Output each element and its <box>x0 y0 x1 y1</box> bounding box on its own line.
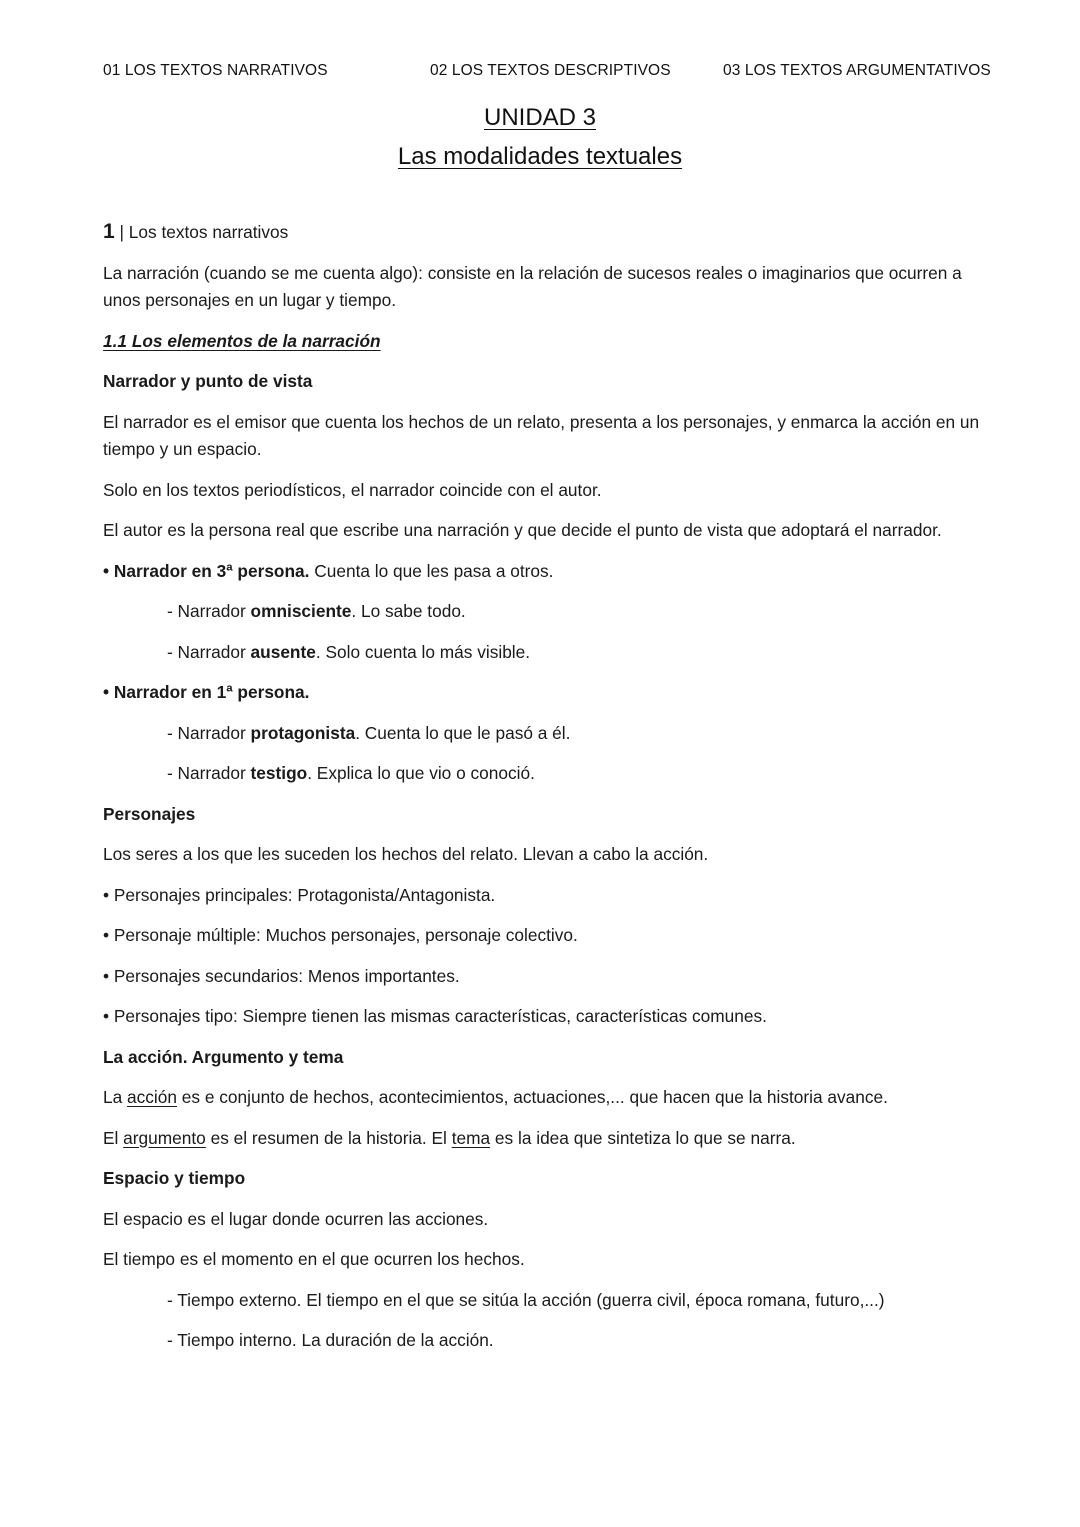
sub-item-term: testigo <box>250 763 308 783</box>
sub-item-term: ausente <box>250 641 316 662</box>
underlined-term: acción <box>127 1087 177 1107</box>
bullet-mark: • <box>103 560 114 581</box>
tiempo-externo: - Tiempo externo. El tiempo en el que se sitúa la acción (guerra civil, época romana, futuro,...) <box>167 1289 885 1310</box>
accion-line-1 <box>103 1084 983 1112</box>
personajes-heading: Personajes <box>103 803 196 824</box>
sub-item-desc: . Lo sabe todo. <box>351 601 466 621</box>
third-person-label: Narrador en 3ª persona. <box>113 560 310 581</box>
accion-heading: La acción. Argumento y tema <box>103 1046 344 1067</box>
page-header <box>0 62 1080 86</box>
sub-item-term: protagonista <box>250 722 356 743</box>
sub-item-prefix: - Narrador <box>167 641 251 662</box>
espacio-paragraph: El espacio es el lugar donde ocurren las acciones. <box>103 1208 489 1229</box>
tiempo-paragraph: El tiempo es el momento en el que ocurren los hechos. <box>103 1249 525 1269</box>
underlined-term: tema <box>451 1127 491 1148</box>
unit-subtitle: Las modalidades textuales <box>397 143 683 170</box>
section-heading <box>103 218 983 247</box>
bullet-third-person <box>103 558 983 586</box>
section-title: Los textos narrativos <box>128 222 289 242</box>
sub-item-prefix: - Narrador <box>167 601 251 621</box>
text-run: es e conjunto de hechos, acontecimientos, actuaciones,... que hacen que la historia avance. <box>177 1087 888 1107</box>
sub-item-omnisciente <box>103 598 983 626</box>
sub-item-desc: . Cuenta lo que le pasó a él. <box>355 722 571 743</box>
sub-item-testigo <box>103 760 983 788</box>
unit-title: UNIDAD 3 <box>483 104 597 131</box>
narrador-paragraph-3: El autor es la persona real que escribe una narración y que decide el punto de vista que adoptará el narrador. <box>103 520 942 540</box>
personajes-bullet-4: • Personajes tipo: Siempre tienen las mismas características, características comunes. <box>103 1006 767 1026</box>
bullet-first-person <box>103 679 983 707</box>
intro-paragraph: La narración (cuando se me cuenta algo): consiste en la relación de sucesos reales o imaginarios que ocurren a unos personajes en un lugar y tiempo. <box>103 262 962 310</box>
sub-item-desc: . Solo cuenta lo más visible. <box>315 641 531 662</box>
first-person-label: Narrador en 1ª persona. <box>113 682 310 702</box>
sub-item-prefix: - Narrador <box>167 722 251 743</box>
personajes-bullet-1: • Personajes principales: Protagonista/Antagonista. <box>103 884 496 905</box>
text-run: El <box>103 1127 124 1148</box>
tiempo-interno: - Tiempo interno. La duración de la acción. <box>167 1330 494 1350</box>
header-item-argumentativos: 03 LOS TEXTOS ARGUMENTATIVOS <box>723 62 991 79</box>
sub-item-ausente <box>103 639 983 667</box>
narrador-heading: Narrador y punto de vista <box>103 371 313 391</box>
third-person-text: Cuenta lo que les pasa a otros. <box>309 560 554 581</box>
subsection-heading: 1.1 Los elementos de la narración <box>103 330 381 351</box>
narrador-paragraph-1: El narrador es el emisor que cuenta los hechos de un relato, presenta a los personajes, y enmarca la acción en un tiempo y un espacio. <box>103 411 980 459</box>
section-separator: | <box>114 222 129 242</box>
sub-item-prefix: - Narrador <box>167 763 251 783</box>
sub-item-protagonista <box>103 720 983 748</box>
accion-line-2 <box>103 1125 983 1153</box>
personajes-paragraph: Los seres a los que les suceden los hechos del relato. Llevan a cabo la acción. <box>103 844 709 864</box>
bullet-mark: • <box>103 682 114 702</box>
text-run: es la idea que sintetiza lo que se narra. <box>490 1127 796 1148</box>
espacio-heading: Espacio y tiempo <box>103 1168 246 1188</box>
text-run: La <box>103 1087 128 1107</box>
underlined-term: argumento <box>123 1127 206 1148</box>
header-item-narrativos: 01 LOS TEXTOS NARRATIVOS <box>103 62 328 79</box>
personajes-bullet-3: • Personajes secundarios: Menos importantes. <box>103 965 460 986</box>
document-body <box>103 218 983 1368</box>
sub-item-desc: . Explica lo que vio o conoció. <box>307 763 535 783</box>
personajes-bullet-2: • Personaje múltiple: Muchos personajes, personaje colectivo. <box>103 925 578 945</box>
narrador-paragraph-2: Solo en los textos periodísticos, el narrador coincide con el autor. <box>103 479 602 500</box>
sub-item-term: omnisciente <box>250 601 352 621</box>
header-item-descriptivos: 02 LOS TEXTOS DESCRIPTIVOS <box>430 62 671 79</box>
section-number: 1 <box>103 220 115 243</box>
text-run: es el resumen de la historia. El <box>205 1127 452 1148</box>
